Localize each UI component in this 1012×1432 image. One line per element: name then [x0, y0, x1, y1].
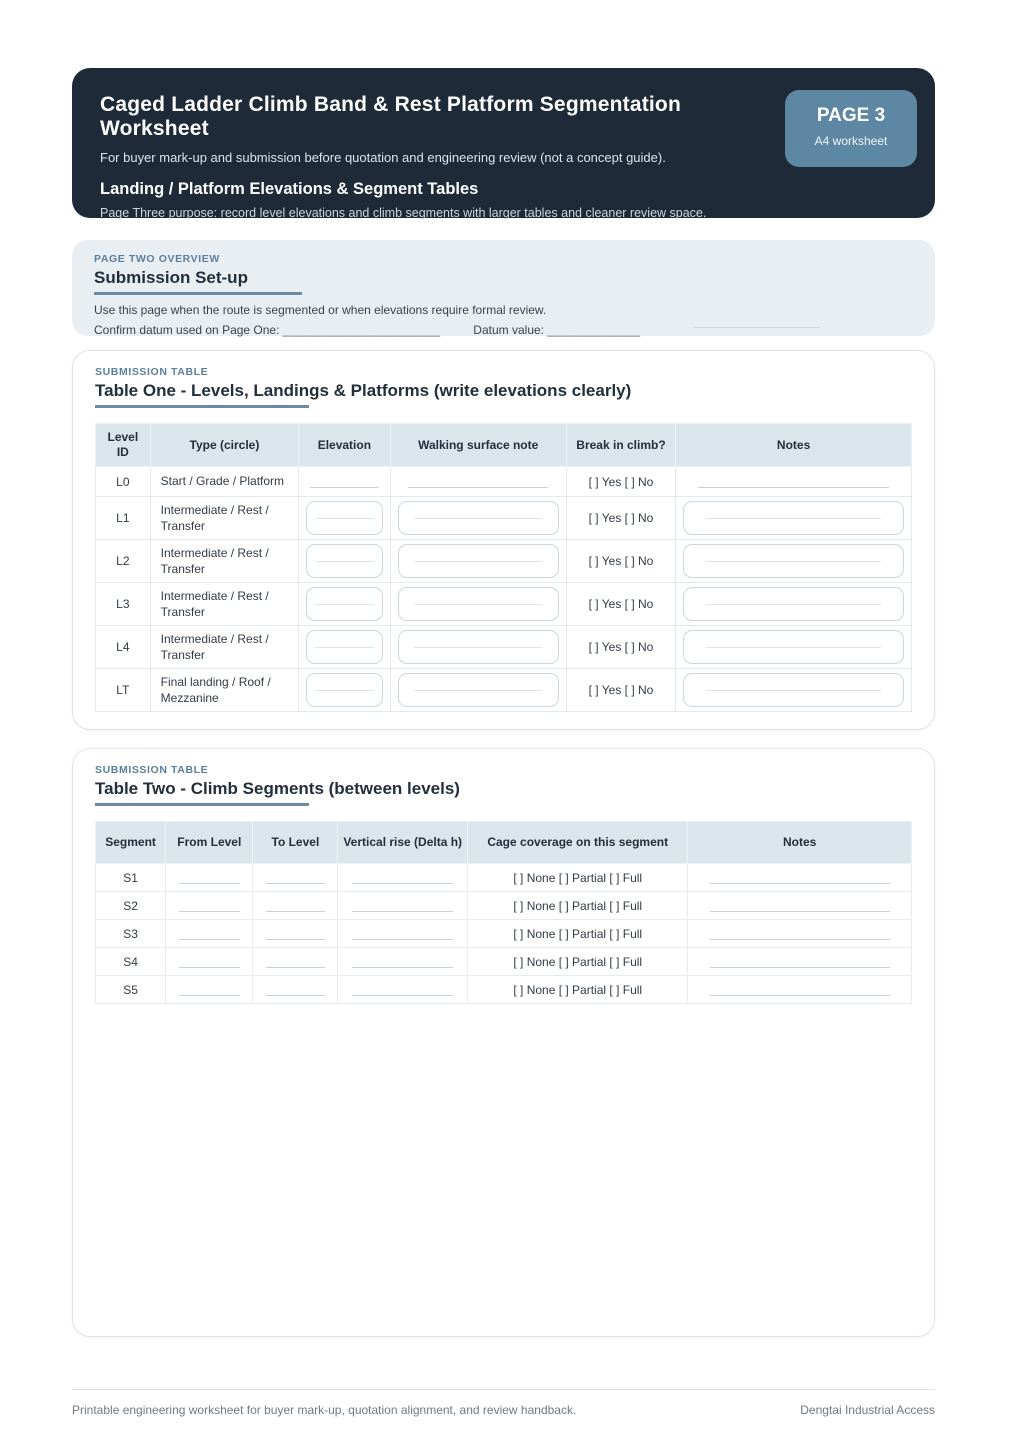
level-id-cell: L0	[96, 467, 151, 497]
col-from-level: From Level	[166, 822, 253, 864]
notes-writein[interactable]	[683, 501, 904, 535]
walking-note-writein[interactable]	[398, 673, 559, 707]
col-vertical-rise: Vertical rise (Delta h)	[338, 822, 468, 864]
confirm-datum-label: Confirm datum used on Page One:	[94, 323, 280, 337]
walking-note-writein[interactable]	[408, 475, 548, 488]
vertical-rise-writein[interactable]	[352, 927, 453, 940]
to-level-writein[interactable]	[266, 899, 325, 912]
notes-writein[interactable]	[710, 927, 890, 940]
notes-cell	[676, 467, 912, 497]
table-row	[96, 948, 912, 976]
notes-writein[interactable]	[683, 587, 904, 621]
notes-writein[interactable]	[710, 871, 890, 884]
to-level-writein[interactable]	[266, 955, 325, 968]
notes-writein[interactable]	[683, 630, 904, 664]
table-row	[96, 626, 912, 669]
table-row	[96, 976, 912, 1004]
break-options-cell[interactable]: [ ] Yes [ ] No	[566, 583, 675, 626]
from-level-cell	[166, 948, 253, 976]
table-row	[96, 892, 912, 920]
notes-cell	[688, 920, 912, 948]
datum-confirm-row	[94, 323, 913, 337]
footer	[72, 1403, 935, 1417]
page-title: Caged Ladder Climb Band & Rest Platform Segmentation Worksheet	[100, 93, 681, 140]
notes-cell	[676, 626, 912, 669]
notes-writein[interactable]	[683, 673, 904, 707]
to-level-cell	[253, 948, 338, 976]
page-format-label: A4 worksheet	[814, 134, 888, 148]
to-level-writein[interactable]	[266, 983, 325, 996]
level-type-cell: Intermediate / Rest / Transfer	[150, 497, 299, 540]
walking-note-cell	[390, 540, 566, 583]
walking-note-cell	[390, 669, 566, 712]
vertical-rise-writein[interactable]	[352, 871, 453, 884]
from-level-cell	[166, 976, 253, 1004]
overview-eyebrow: PAGE TWO OVERVIEW	[94, 253, 220, 265]
elevation-writein[interactable]	[306, 501, 382, 535]
break-options-cell[interactable]: [ ] Yes [ ] No	[566, 467, 675, 497]
walking-note-cell	[390, 583, 566, 626]
elevation-writein[interactable]	[306, 587, 382, 621]
to-level-writein[interactable]	[266, 927, 325, 940]
levels-table-header-row	[96, 424, 912, 467]
notes-writein[interactable]	[698, 475, 889, 488]
from-level-cell	[166, 920, 253, 948]
footer-brand: Dengtai Industrial Access	[800, 1403, 935, 1417]
walking-note-cell	[390, 626, 566, 669]
table-two-card	[72, 748, 935, 1337]
col-walking-note: Walking surface note	[390, 424, 566, 467]
table-two-heading: Table Two - Climb Segments (between levels)	[95, 779, 460, 798]
header-banner	[72, 68, 935, 218]
walking-note-writein[interactable]	[398, 587, 559, 621]
elevation-cell	[299, 497, 390, 540]
walking-note-writein[interactable]	[398, 544, 559, 578]
level-id-cell: L2	[96, 540, 151, 583]
elevation-writein[interactable]	[306, 630, 382, 664]
elevation-cell	[299, 540, 390, 583]
to-level-cell	[253, 920, 338, 948]
level-type-cell: Intermediate / Rest / Transfer	[150, 626, 299, 669]
vertical-rise-cell	[338, 976, 468, 1004]
vertical-rise-writein[interactable]	[352, 983, 453, 996]
segments-table	[95, 821, 912, 1004]
level-id-cell: LT	[96, 669, 151, 712]
from-level-cell	[166, 864, 253, 892]
level-type-cell: Intermediate / Rest / Transfer	[150, 540, 299, 583]
level-id-cell: L3	[96, 583, 151, 626]
break-options-cell[interactable]: [ ] Yes [ ] No	[566, 669, 675, 712]
coverage-options-cell[interactable]: [ ] None [ ] Partial [ ] Full	[468, 864, 688, 892]
walking-note-cell	[390, 467, 566, 497]
notes-writein[interactable]	[683, 544, 904, 578]
coverage-options-cell[interactable]: [ ] None [ ] Partial [ ] Full	[468, 920, 688, 948]
from-level-writein[interactable]	[179, 899, 240, 912]
from-level-writein[interactable]	[179, 927, 240, 940]
notes-cell	[676, 497, 912, 540]
segment-id-cell: S3	[96, 920, 166, 948]
walking-note-cell	[390, 497, 566, 540]
table-row	[96, 497, 912, 540]
elevation-cell	[299, 626, 390, 669]
to-level-cell	[253, 976, 338, 1004]
heading-underline	[94, 292, 302, 295]
segments-table-header-row	[96, 822, 912, 864]
header-section-title: Landing / Platform Elevations & Segment Tables	[100, 180, 479, 198]
to-level-writein[interactable]	[266, 871, 325, 884]
table-row	[96, 540, 912, 583]
elevation-cell	[299, 467, 390, 497]
to-level-cell	[253, 864, 338, 892]
col-type: Type (circle)	[150, 424, 299, 467]
confirm-datum-writein[interactable]: ______________________	[282, 323, 441, 337]
table-row	[96, 583, 912, 626]
col-segment: Segment	[96, 822, 166, 864]
coverage-options-cell[interactable]: [ ] None [ ] Partial [ ] Full	[468, 948, 688, 976]
from-level-writein[interactable]	[179, 983, 240, 996]
table-row	[96, 864, 912, 892]
overview-heading: Submission Set-up	[94, 268, 248, 287]
from-level-writein[interactable]	[179, 955, 240, 968]
table-one-card	[72, 350, 935, 730]
level-type-cell: Final landing / Roof / Mezzanine	[150, 669, 299, 712]
from-level-writein[interactable]	[179, 871, 240, 884]
coverage-options-cell[interactable]: [ ] None [ ] Partial [ ] Full	[468, 976, 688, 1004]
break-options-cell[interactable]: [ ] Yes [ ] No	[566, 540, 675, 583]
table-two-eyebrow: SUBMISSION TABLE	[95, 764, 209, 776]
notes-writein[interactable]	[710, 899, 890, 912]
header-section-purpose: Page Three purpose: record level elevations and climb segments with larger tables and cleaner review space.	[100, 206, 707, 220]
elevation-cell	[299, 583, 390, 626]
walking-note-writein[interactable]	[398, 630, 559, 664]
elevation-writein[interactable]	[306, 544, 382, 578]
notes-cell	[676, 669, 912, 712]
footer-divider	[72, 1389, 935, 1390]
coverage-options-cell[interactable]: [ ] None [ ] Partial [ ] Full	[468, 892, 688, 920]
notes-cell	[688, 864, 912, 892]
elevation-cell	[299, 669, 390, 712]
table-row	[96, 467, 912, 497]
page-number-badge	[785, 90, 917, 167]
datum-value-label: Datum value:	[473, 323, 544, 337]
col-notes: Notes	[688, 822, 912, 864]
levels-table	[95, 423, 912, 712]
segment-id-cell: S2	[96, 892, 166, 920]
page-subtitle: For buyer mark-up and submission before quotation and engineering review (not a concept guide).	[100, 150, 666, 165]
notes-cell	[688, 948, 912, 976]
notes-cell	[688, 892, 912, 920]
col-cage-coverage: Cage coverage on this segment	[468, 822, 688, 864]
vertical-rise-cell	[338, 948, 468, 976]
worksheet-page	[72, 68, 935, 1417]
spare-writein-line[interactable]	[693, 327, 820, 328]
segment-id-cell: S5	[96, 976, 166, 1004]
vertical-rise-cell	[338, 864, 468, 892]
table-one-eyebrow: SUBMISSION TABLE	[95, 366, 209, 378]
level-id-cell: L4	[96, 626, 151, 669]
vertical-rise-cell	[338, 892, 468, 920]
elevation-writein[interactable]	[306, 673, 382, 707]
footer-left-text: Printable engineering worksheet for buyer mark-up, quotation alignment, and review handback.	[72, 1403, 577, 1417]
submission-setup-card	[72, 240, 935, 336]
notes-writein[interactable]	[710, 955, 890, 968]
level-type-cell: Intermediate / Rest / Transfer	[150, 583, 299, 626]
datum-value-writein[interactable]: _____________	[547, 323, 641, 337]
col-to-level: To Level	[253, 822, 338, 864]
notes-writein[interactable]	[710, 983, 890, 996]
heading-underline	[95, 405, 309, 408]
col-elevation: Elevation	[299, 424, 390, 467]
level-type-cell: Start / Grade / Platform	[150, 467, 299, 497]
segment-id-cell: S4	[96, 948, 166, 976]
break-options-cell[interactable]: [ ] Yes [ ] No	[566, 497, 675, 540]
table-row	[96, 920, 912, 948]
vertical-rise-writein[interactable]	[352, 955, 453, 968]
elevation-writein[interactable]	[310, 475, 379, 488]
page-number-label: PAGE 3	[816, 105, 886, 126]
vertical-rise-writein[interactable]	[352, 899, 453, 912]
segment-id-cell: S1	[96, 864, 166, 892]
notes-cell	[676, 540, 912, 583]
overview-instruction: Use this page when the route is segmented or when elevations require formal review.	[94, 303, 547, 317]
walking-note-writein[interactable]	[398, 501, 559, 535]
break-options-cell[interactable]: [ ] Yes [ ] No	[566, 626, 675, 669]
notes-cell	[676, 583, 912, 626]
table-row	[96, 669, 912, 712]
notes-cell	[688, 976, 912, 1004]
col-break: Break in climb?	[566, 424, 675, 467]
table-one-heading: Table One - Levels, Landings & Platforms (write elevations clearly)	[95, 381, 632, 400]
vertical-rise-cell	[338, 920, 468, 948]
from-level-cell	[166, 892, 253, 920]
heading-underline	[95, 803, 309, 806]
level-id-cell: L1	[96, 497, 151, 540]
col-level-id: Level ID	[96, 424, 151, 467]
col-notes: Notes	[676, 424, 912, 467]
to-level-cell	[253, 892, 338, 920]
